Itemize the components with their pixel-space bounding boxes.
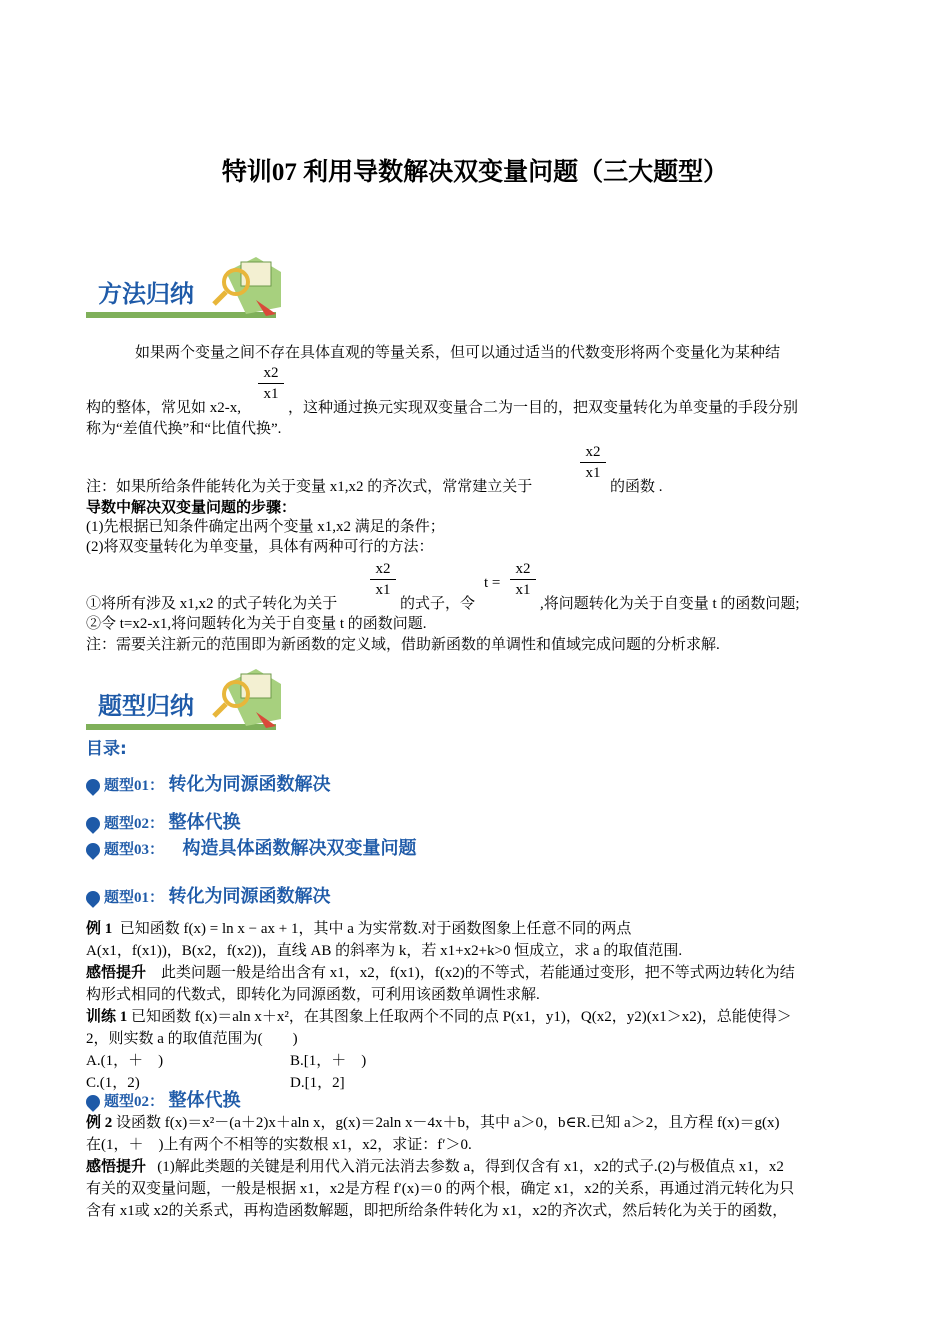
training-1-line1: 训练 1 已知函数 f(x)＝aln x＋x²，在其图象上任取两个不同的点 P(x1，y1)，Q(x2，y2)(x1＞x2)，总能使得＞ xyxy=(86,1009,792,1025)
fraction-x2-x1-note: x2 x1 xyxy=(580,443,606,482)
method-1c: ,将问题转化为关于自变量 t 的函数问题; xyxy=(540,596,800,612)
method-banner xyxy=(86,252,286,320)
types-banner xyxy=(86,664,286,732)
method-p1c: 称为“差值代换”和“比值代换”. xyxy=(86,421,282,437)
step-1: (1)先根据已知条件确定出两个变量 x1,x2 满足的条件； xyxy=(86,519,445,535)
method-banner-title: 方法归纳 xyxy=(98,280,194,308)
toc-item-01[interactable]: 题型01： 转化为同源函数解决 xyxy=(86,770,331,796)
section-01-heading: 题型01： 转化为同源函数解决 xyxy=(86,882,331,908)
method-note1-before: 注：如果所给条件能转化为关于变量 x1,x2 的齐次式，常常建立关于 xyxy=(86,479,533,495)
method-1b: 的式子，令 xyxy=(400,596,476,612)
toc-heading: 目录: xyxy=(86,739,127,759)
method-p1b-before: 构的整体，常见如 x2-x, xyxy=(86,400,241,416)
steps-title: 导数中解决双变量问题的步骤： xyxy=(86,500,297,516)
pin-icon xyxy=(83,776,103,796)
section-02-heading: 题型02： 整体代换 xyxy=(86,1086,241,1112)
option-a[interactable]: A.(1，＋ ) xyxy=(86,1053,164,1069)
example-2-line1: 例 2 设函数 f(x)＝x²－(a＋2)x＋aln x，g(x)＝2aln x－4x＋b，其中 a＞0，b∈R.已知 a＞2，且方程 f(x)＝g(x) xyxy=(86,1115,780,1131)
insight-2-line3: 含有 x1或 x2的关系式，再构造函数解题，即把所给条件转化为 x1，x2的齐次式，然后转化为关于的函数， xyxy=(86,1203,788,1219)
option-c[interactable]: C.(1，2) xyxy=(86,1075,140,1091)
t-equals: t = xyxy=(484,575,501,591)
example-1-line2: A(x1，f(x1))，B(x2，f(x2))，直线 AB 的斜率为 k，若 x1+x2+k>0 恒成立，求 a 的取值范围. xyxy=(86,943,683,959)
fraction-x2-x1-t: x2 x1 xyxy=(510,560,536,599)
pin-icon xyxy=(83,840,103,860)
frac-den: x1 xyxy=(263,386,279,402)
method-1a: ①将所有涉及 x1,x2 的式子转化为关于 xyxy=(86,596,338,612)
training-1-line2: 2，则实数 a 的取值范围为( ) xyxy=(86,1031,298,1047)
frac-num: x2 xyxy=(263,365,279,381)
fraction-x2-x1-m1: x2 x1 xyxy=(370,560,396,599)
step-2: (2)将双变量转化为单变量，具体有两种可行的方法： xyxy=(86,539,434,555)
method-note2: 注：需要关注新元的范围即为新函数的定义域，借助新函数的单调性和值域完成问题的分析求解. xyxy=(86,637,720,653)
method-2: ②令 t=x2-x1,将问题转化为关于自变量 t 的函数问题. xyxy=(86,616,427,632)
insight-2-line2: 有关的双变量问题，一般是根据 x1，x2是方程 f′(x)＝0 的两个根，确定 x1，x2的关系，再通过消元转化为只 xyxy=(86,1181,795,1197)
method-p1a: 如果两个变量之间不存在具体直观的等量关系，但可以通过适当的代数变形将两个变量化为某种结 xyxy=(135,345,781,361)
types-banner-title: 题型归纳 xyxy=(98,692,194,720)
option-d[interactable]: D.[1，2] xyxy=(290,1075,345,1091)
insight-2-line1: 感悟提升 (1)解此类题的关键是利用代入消元法消去参数 a，得到仅含有 x1，x2的式子.(2)与极值点 x1，x2 xyxy=(86,1159,784,1175)
pin-icon xyxy=(83,888,103,908)
example-2-line2: 在(1，＋ )上有两个不相等的实数根 x1，x2，求证：f′＞0. xyxy=(86,1137,472,1153)
insight-1-line1: 感悟提升 此类问题一般是给出含有 x1，x2，f(x1)，f(x2)的不等式，若能通过变形，把不等式两边转化为结 xyxy=(86,965,795,981)
fraction-x2-x1 xyxy=(258,364,284,403)
method-p1b-after: ，这种通过换元实现双变量合二为一目的，把双变量转化为单变量的手段分别 xyxy=(288,400,799,416)
pin-icon xyxy=(83,814,103,834)
method-note1-after: 的函数 . xyxy=(610,479,663,495)
pin-icon xyxy=(83,1092,103,1112)
example-1-line1: 例 1 已知函数 f(x) = ln x − ax + 1，其中 a 为实常数.对于函数图象上任意不同的两点 xyxy=(86,921,632,937)
option-b[interactable]: B.[1，＋ ) xyxy=(290,1053,367,1069)
toc-item-03[interactable]: 题型03： 构造具体函数解决双变量问题 xyxy=(86,834,417,860)
insight-1-line2: 构形式相同的代数式，即转化为同源函数，可利用该函数单调性求解. xyxy=(86,987,540,1003)
page-title: 特训07 利用导数解决双变量问题（三大题型） xyxy=(221,159,729,186)
toc-item-02[interactable]: 题型02： 整体代换 xyxy=(86,808,241,834)
